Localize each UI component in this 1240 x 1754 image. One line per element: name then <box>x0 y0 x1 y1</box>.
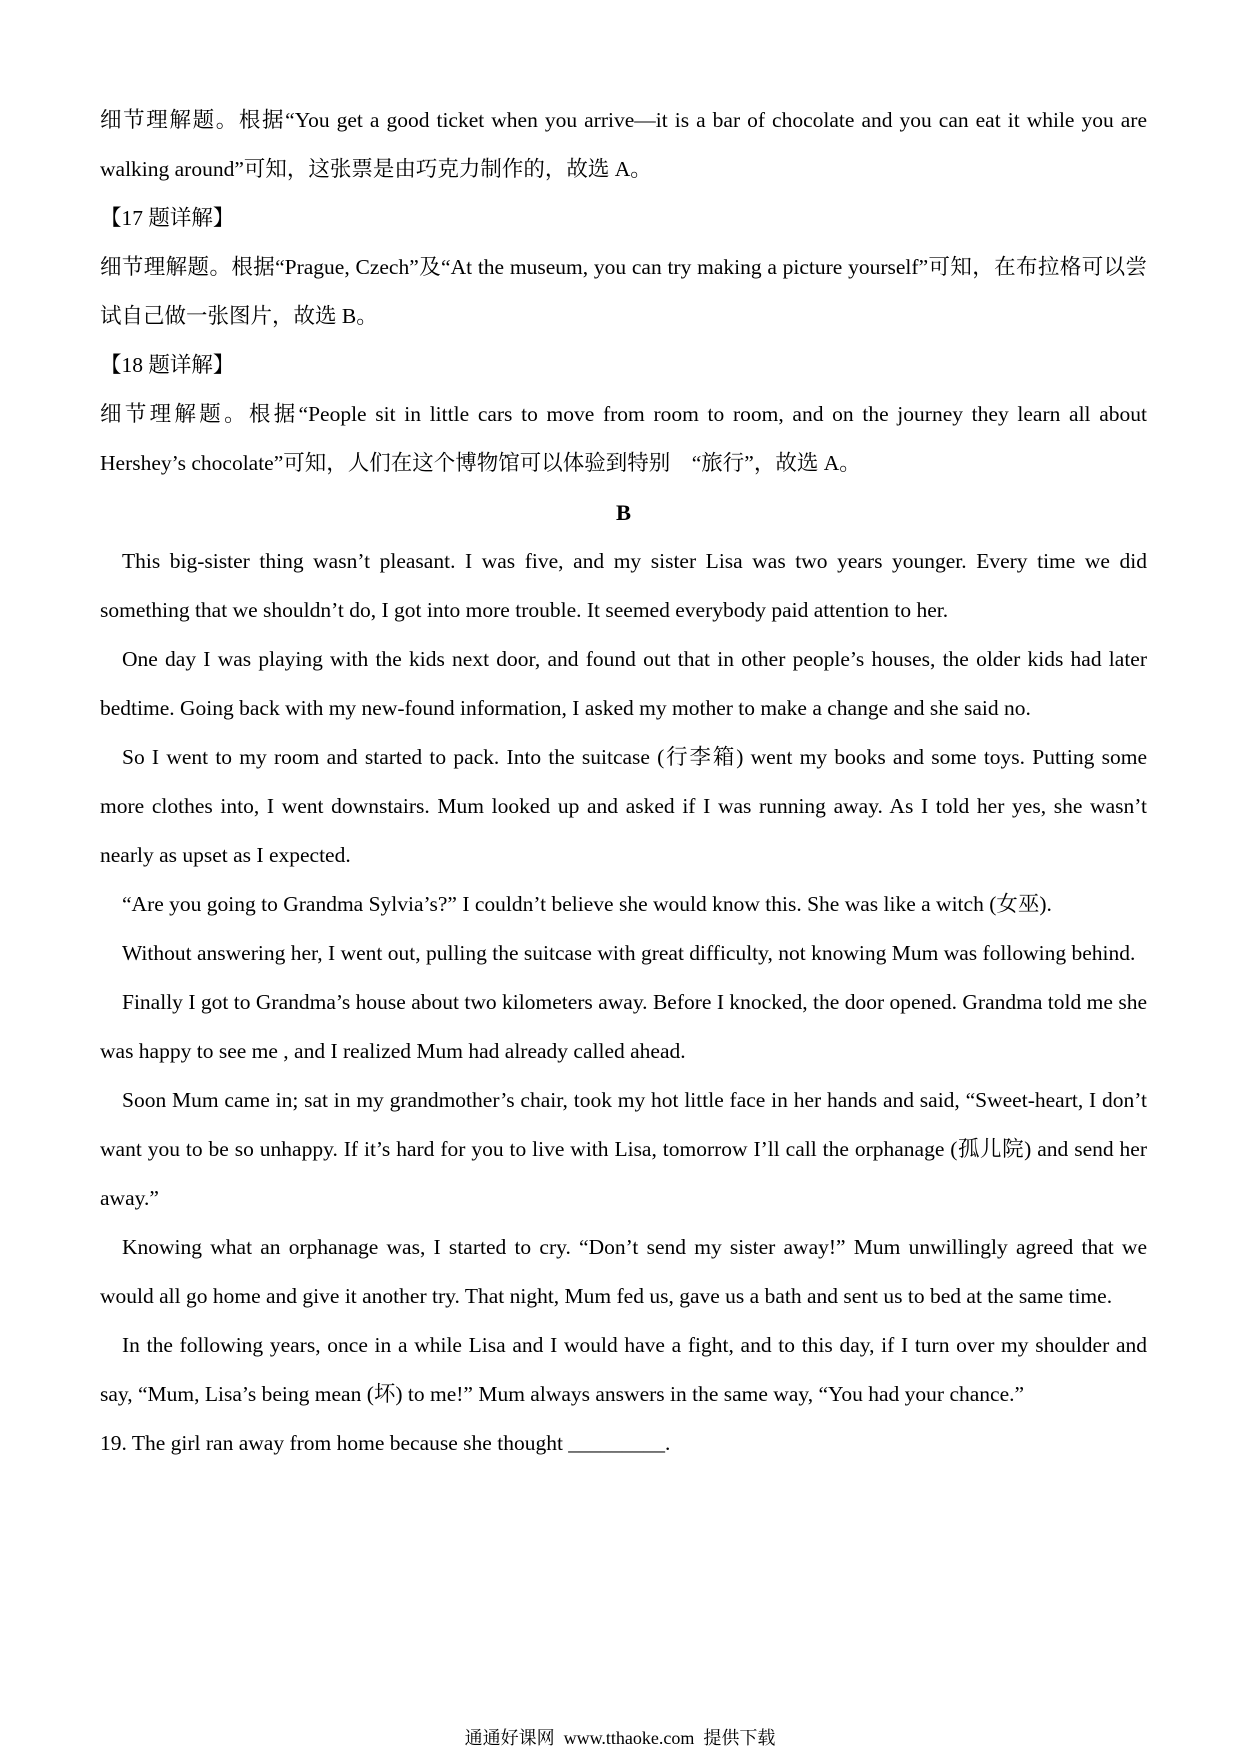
passage-paragraph-3: So I went to my room and started to pack. Into the suitcase (行李箱) went my books and some toys. Putting some more clothes into, I went downstairs. Mum looked up and asked if I was running away. As I told her yes, she wasn’t nearly as upset as I expected. <box>100 745 1147 867</box>
passage-paragraph-2: One day I was playing with the kids next door, and found out that in other people’s houses, the older kids had later bedtime. Going back with my new-found information, I asked my mother to make a change and she said no. <box>100 647 1147 720</box>
passage-paragraph-9: In the following years, once in a while Lisa and I would have a fight, and to this day, if I turn over my shoulder and say, “Mum, Lisa’s being mean (坏) to me!” Mum always answers in the same way, “You had your chance.” <box>100 1333 1147 1406</box>
passage-paragraph-6: Finally I got to Grandma’s house about two kilometers away. Before I knocked, the door opened. Grandma told me she was happy to see me , and I realized Mum had already called ahead. <box>100 990 1147 1063</box>
passage-paragraph-7: Soon Mum came in; sat in my grandmother’s chair, took my hot little face in her hands and said, “Sweet-heart, I don’t want you to be so unhappy. If it’s hard for you to live with Lisa, tomorrow I’ll call the orphanage (孤儿院) and send her away.” <box>100 1088 1147 1210</box>
passage-paragraph-5: Without answering her, I went out, pulling the suitcase with great difficulty, not knowing Mum was following behind. <box>122 941 1136 965</box>
answer-explanation-17: 细节理解题。根据“Prague, Czech”及“At the museum, you can try making a picture yourself”可知，在布拉格可以尝试自己做一张图片，故选 B。 <box>100 255 1147 328</box>
passage-paragraph-4: “Are you going to Grandma Sylvia’s?” I couldn’t believe she would know this. She was like a witch (女巫). <box>122 892 1052 916</box>
question-19: 19. The girl ran away from home because she thought _________. <box>100 1431 671 1455</box>
heading-question-18: 【18 题详解】 <box>100 353 235 377</box>
heading-question-17: 【17 题详解】 <box>100 206 235 230</box>
answer-explanation-16: 细节理解题。根据“You get a good ticket when you arrive—it is a bar of chocolate and you can eat it while you are walking around”可知，这张票是由巧克力制作的，故选 A。 <box>100 108 1147 181</box>
page-content <box>100 96 1147 1468</box>
answer-explanation-18: 细节理解题。根据“People sit in little cars to move from room to room, and on the journey they learn all about Hershey’s chocolate”可知，人们在这个博物馆可以体验到特别 “旅行”，故选 A。 <box>100 402 1147 475</box>
passage-paragraph-1: This big-sister thing wasn’t pleasant. I was five, and my sister Lisa was two years younger. Every time we did something that we shouldn’t do, I got into more trouble. It seemed everybody paid attention to her. <box>100 549 1147 622</box>
passage-b-heading: B <box>615 500 631 525</box>
footer-watermark: 通通好课网 www.tthaoke.com 提供下载 <box>464 1728 776 1748</box>
passage-paragraph-8: Knowing what an orphanage was, I started to cry. “Don’t send my sister away!” Mum unwillingly agreed that we would all go home and give it another try. That night, Mum fed us, gave us a bath and sent us to bed at the same time. <box>100 1235 1147 1308</box>
